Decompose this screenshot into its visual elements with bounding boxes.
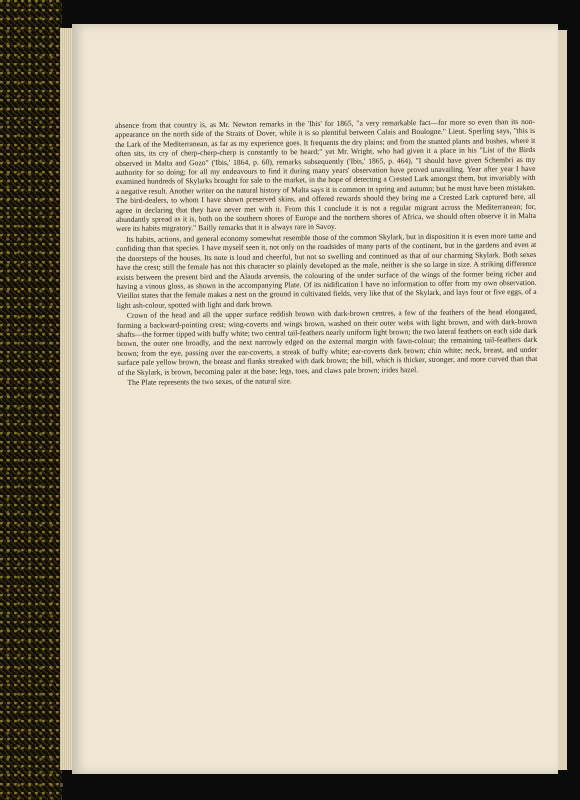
paragraph-3: Crown of the head and all the upper surface reddish brown with dark-brown centres, a few of the feathers of the head elongated, forming a backward-pointing crest; wing-coverts and wings brown, washed on their outer webs with light brown, and with dark-brown shafts—the former tipped with buffy white; two central tail-feathers nearly uniform light brown; the two lateral feathers on each side dark brown, the outer one broadly, and the next narrowly edged on the external margin with fawn-colour; the remaining tail-feathers dark brown; from the eye, passing over the ear-coverts, a streak of buffy white; ear-coverts dark brown; chin white; neck, breast, and under surface pale yellow brown, the breast and flanks streaked with dark brown; the bill, which is thicker, stronger, and more curved than that of the Skylark, is brown, becoming paler at the base; legs, toes, and claws pale brown; irides hazel. [116, 307, 538, 377]
paragraph-2: Its habits, actions, and general economy somewhat resemble those of the common Skylark, but in disposition it is even more tame and confiding than that species. I have myself seen it, not only on the roadsides of many parts of the continent, but in the gardens and even at the doorsteps of the houses. Its note is loud and cheerful, but not so swelling and continued as that of our charming Skylark. Both sexes have the crest; still the female has not this character so plainly developed as the male, neither is she so large in size. A striking difference exists between the present bird and the Alauda arvensis, the colouring of the under surface of the wings of the former being richer and having a vinous gloss, as shown in the accompanying Plate. Of its nidification I have no information to offer from my own observation. Vieillot states that the female makes a nest on the ground in cultivated fields, very like that of the Skylark, and lays four or five eggs, of a light ash-colour, spotted with light and dark brown. [116, 230, 537, 310]
page-marker [60, 783, 63, 787]
page-text-block [115, 117, 538, 388]
paragraph-4: The Plate represents the two sexes, of the natural size. [127, 376, 292, 387]
marbled-book-cover [0, 0, 62, 800]
paragraph-1: absence from that country is, as Mr. Newton remarks in the 'Ibis' for 1865, "a very remarkable fact—for more so even than its non-appearance on the north side of the Straits of Dover, while it is so plentiful between Calais and Boulogne." Lieut. Sperling says, "this is the Lark of the Mediterranean, as far as my experience goes. It frequents the dry plains; and from the stunted plants and bushes, where it often sits, its cry of cherp-cherp-cherp is constantly to be heard;" yet Mr. Wright, who had given it a place in his "List of the Birds observed in Malta and Gozo" ('Ibis,' 1864, p. 60), remarks subsequently ('Ibis,' 1865, p. 464), "I should have given Schembri as my authority for so doing; for all my endeavours to find it during many years' observation have proved unavailing. Year after year I have examined hundreds of Skylarks brought for sale to the market, in the hope of detecting a Crested Lark amongst them, but invariably with a negative result. Another writer on the natural history of Malta says it is common in spring and autumn; but he must have been mistaken. The bird-dealers, to whom I have shown preserved skins, and offered rewards should they bring me a Crested Lark captured here, all agree in declaring that they have never met with it. From this I conclude it is not a regular migrant across the Mediterranean; for, abundantly spread as it is, both on the southern shores of Europe and the northern shores of Africa, we should often observe it in Malta were its habits migratory." Bailly remarks that it is always rare in Savoy. [115, 116, 536, 234]
